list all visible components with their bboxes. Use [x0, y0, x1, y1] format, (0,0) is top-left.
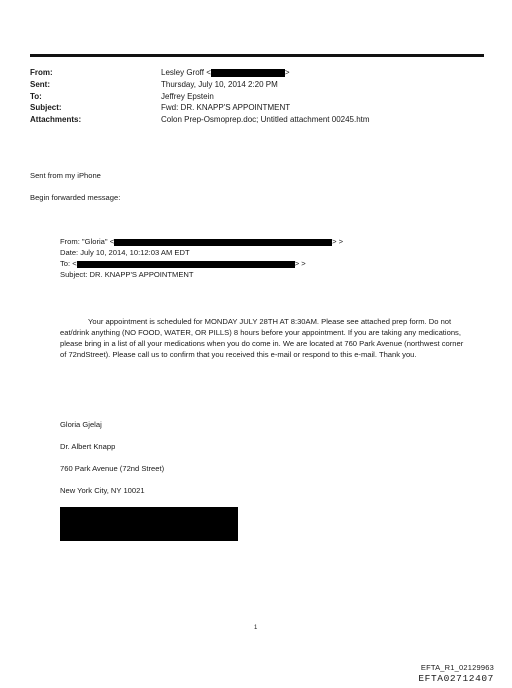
forwarded-to-prefix: To: < — [60, 259, 77, 268]
sent-from-iphone: Sent from my iPhone — [30, 171, 101, 180]
signature-name: Gloria Gjelaj — [60, 420, 102, 429]
subject-value: Fwd: DR. KNAPP'S APPOINTMENT — [161, 103, 291, 112]
redaction-bar — [114, 239, 332, 246]
redaction-bar — [211, 69, 285, 77]
subject-label: Subject: — [30, 103, 62, 112]
redaction-block — [60, 507, 238, 541]
forwarded-to — [60, 258, 306, 269]
from-label: From: — [30, 68, 53, 77]
redaction-bar — [77, 261, 295, 268]
forwarded-date: Date: July 10, 2014, 10:12:03 AM EDT — [60, 248, 190, 257]
begin-forwarded: Begin forwarded message: — [30, 193, 121, 202]
sent-label: Sent: — [30, 80, 50, 89]
attachments-value[interactable]: Colon Prep-Osmoprep.doc; Untitled attachment 00245.htm — [161, 115, 370, 124]
from-close: > — [284, 68, 290, 77]
forwarded-from — [60, 236, 343, 247]
message-line: eat/drink anything (NO FOOD, WATER, OR PILLS) 8 hours before your appointment. If you are taking any medications, — [60, 328, 461, 337]
signature-city: New York City, NY 10021 — [60, 486, 145, 495]
attachments-label: Attachments: — [30, 115, 82, 124]
from-name: Lesley Groff < — [161, 68, 211, 77]
page-number: 1 — [254, 625, 258, 631]
forwarded-from-prefix: From: "Gloria" < — [60, 237, 115, 246]
message-line: Your appointment is scheduled for MONDAY JULY 28TH AT 8:30AM. Please see attached prep form. Do not — [88, 317, 452, 326]
forwarded-from-suffix: > > — [332, 237, 344, 246]
to-label: To: — [30, 92, 42, 101]
signature-address: 760 Park Avenue (72nd Street) — [60, 464, 165, 473]
to-value: Jeffrey Epstein — [161, 92, 214, 101]
message-line: please bring in a list of all your medications when you do come in. We are located at 760 Park Avenue (northwest corner — [60, 339, 464, 348]
message-line: of 72ndStreet). Please call us to confirm that you received this e-mail or respond to this e-mail. Thank you. — [60, 350, 417, 359]
bates-stamp-secondary: EFTA02712407 — [418, 673, 494, 684]
bates-stamp-primary: EFTA_R1_02129963 — [420, 663, 494, 672]
header-rule — [30, 54, 484, 57]
signature-doctor: Dr. Albert Knapp — [60, 442, 116, 451]
forwarded-subject: Subject: DR. KNAPP'S APPOINTMENT — [60, 270, 194, 279]
forwarded-to-suffix: > > — [294, 259, 306, 268]
sent-value: Thursday, July 10, 2014 2:20 PM — [161, 80, 278, 89]
message-body — [60, 316, 480, 360]
from-value — [161, 67, 290, 79]
